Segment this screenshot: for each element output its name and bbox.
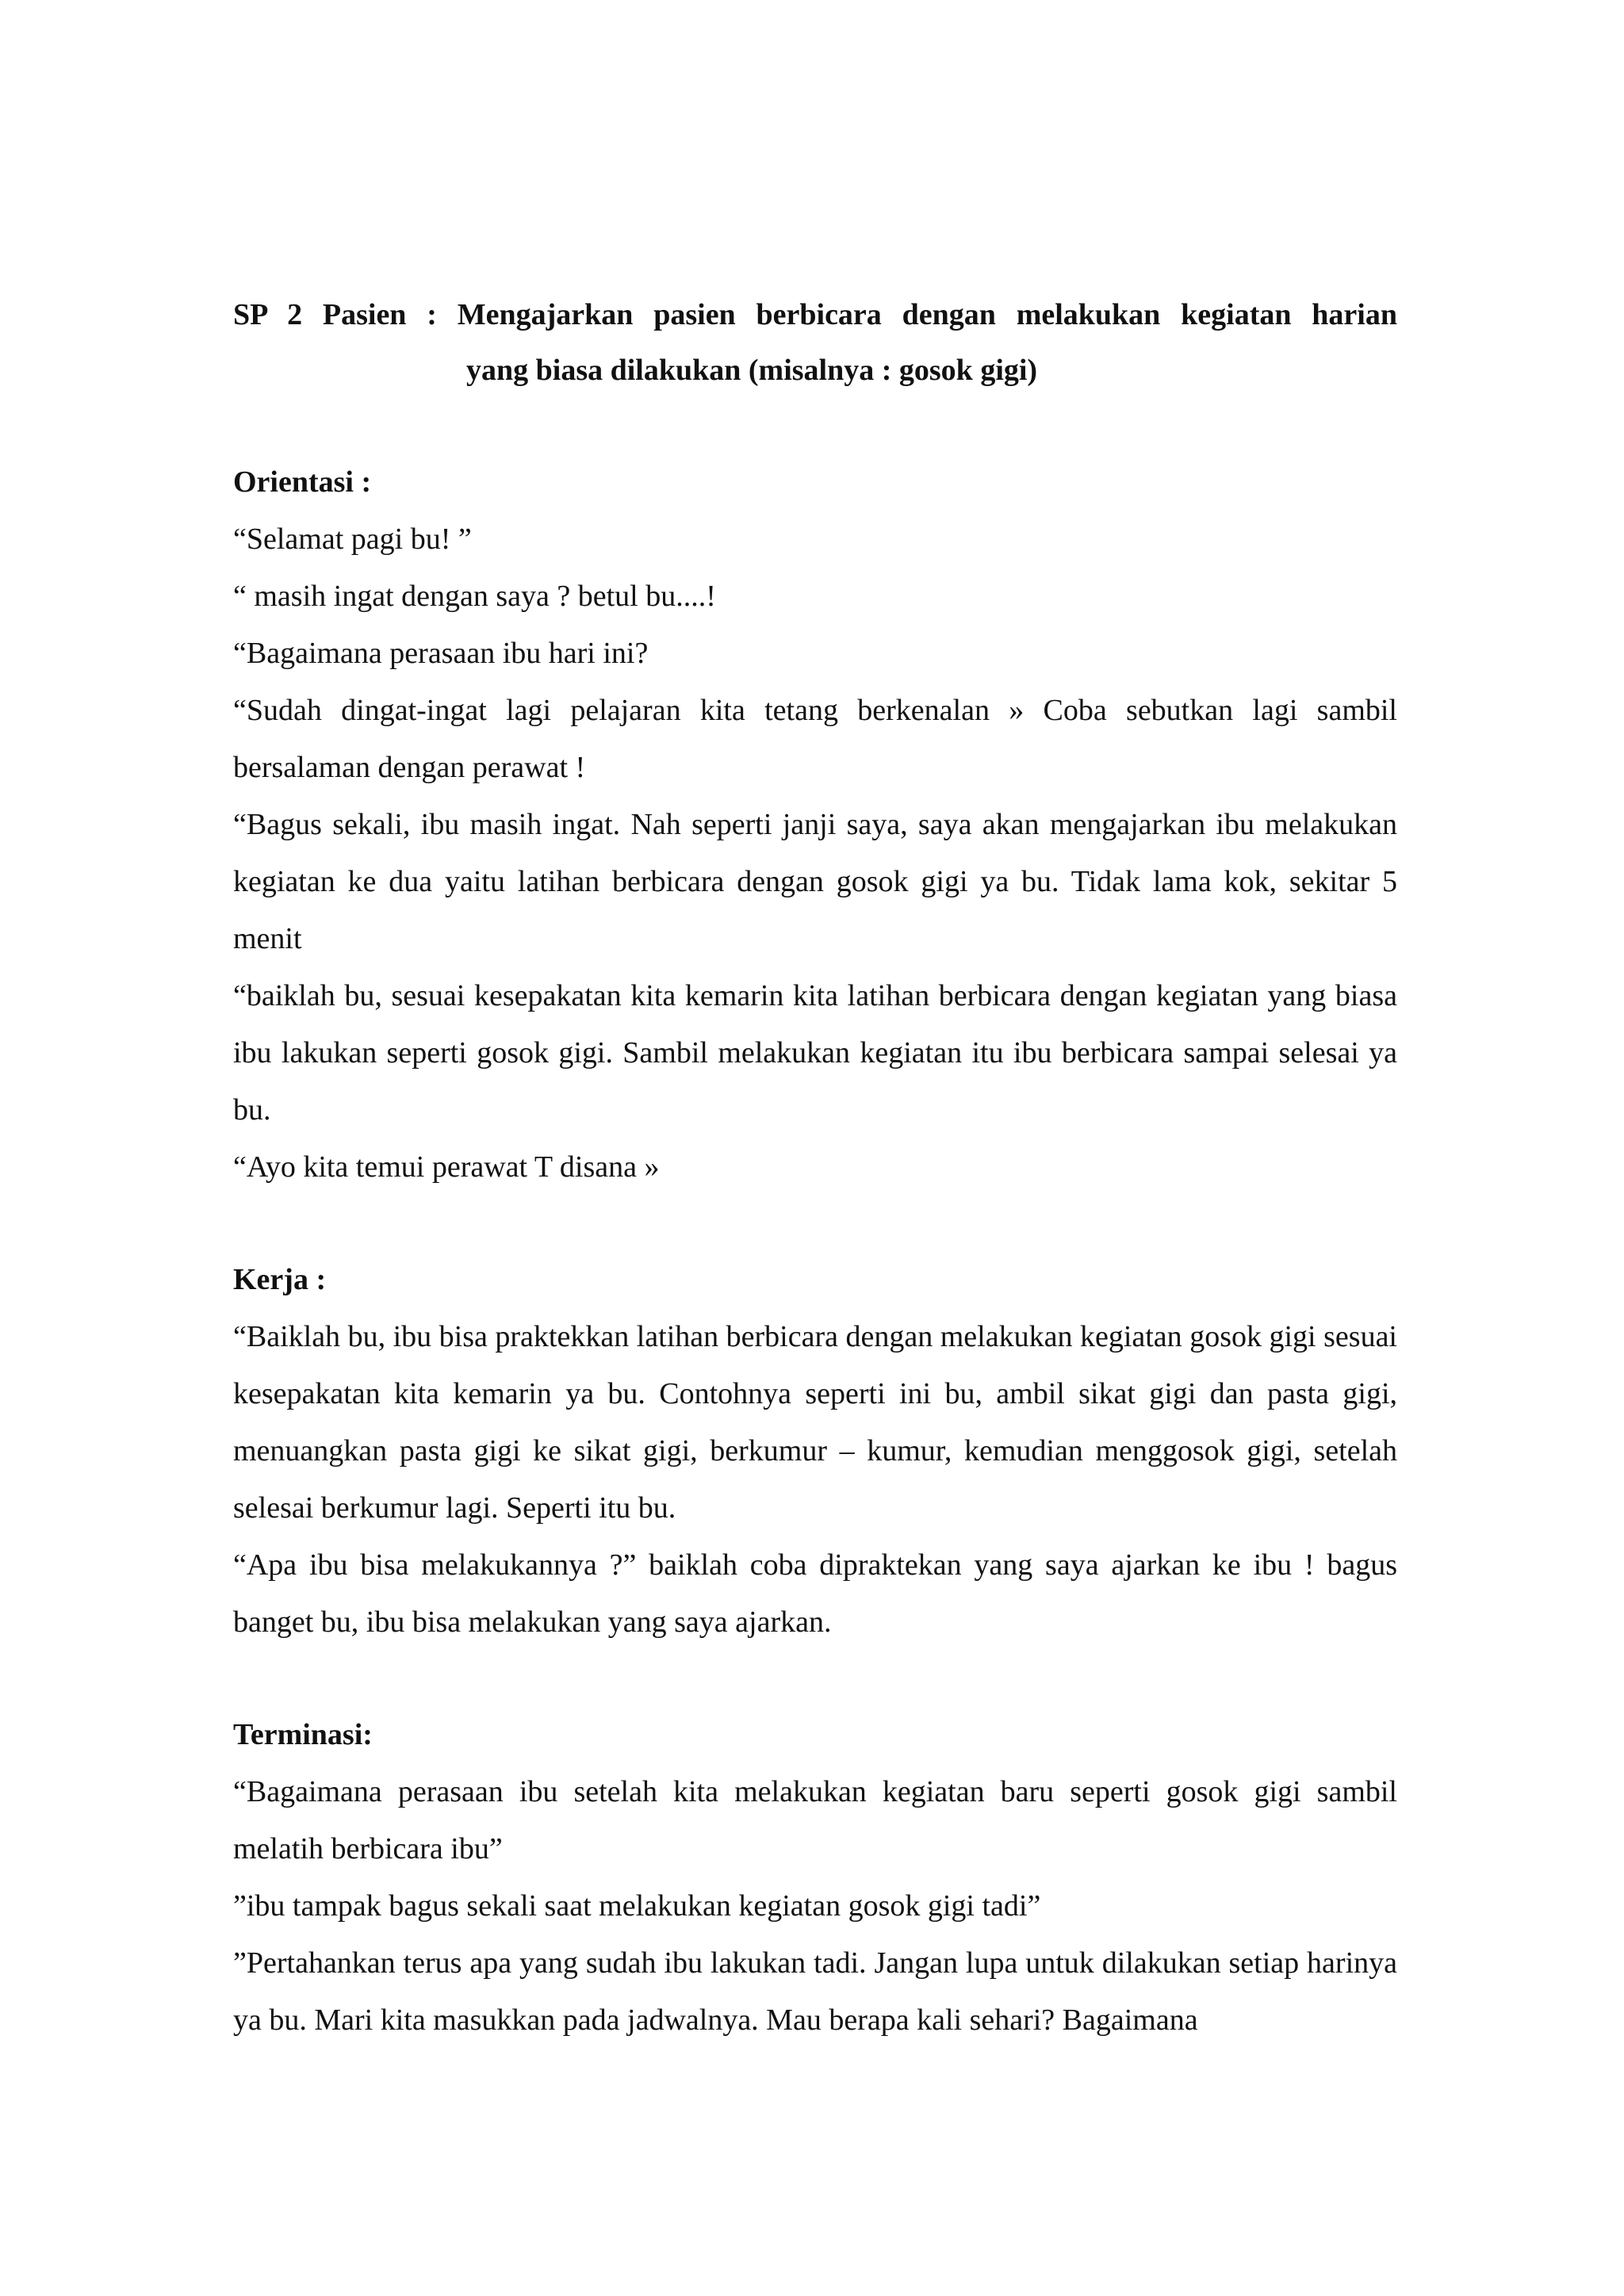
orientasi-paragraph: “Bagaimana perasaan ibu hari ini? [233,637,649,670]
section-heading-kerja: Kerja : [233,1263,327,1296]
section-heading-terminasi: Terminasi: [233,1718,373,1751]
section-kerja [233,1251,1397,1651]
terminasi-paragraph: ”ibu tampak bagus sekali saat melakukan kegiatan gosok gigi tadi” [233,1889,1041,1923]
orientasi-paragraph: “baiklah bu, sesuai kesepakatan kita kemarin kita latihan berbicara dengan kegiatan yang biasa ibu lakukan seperti gosok gigi. Sambil melakukan kegiatan itu ibu berbicara sampai selesai ya bu. [233,979,1397,1127]
section-heading-orientasi: Orientasi : [233,465,372,499]
orientasi-paragraph: “Bagus sekali, ibu masih ingat. Nah seperti janji saya, saya akan mengajarkan ibu melakukan kegiatan ke dua yaitu latihan berbicara dengan gosok gigi ya bu. Tidak lama kok, sekitar 5 menit [233,808,1397,955]
orientasi-paragraph: “ masih ingat dengan saya ? betul bu....! [233,580,716,613]
terminasi-paragraph: ”Pertahankan terus apa yang sudah ibu lakukan tadi. Jangan lupa untuk dilakukan setiap harinya ya bu. Mari kita masukkan pada jadwalnya. Mau berapa kali sehari? Bagaimana [233,1946,1397,2037]
terminasi-paragraph: “Bagaimana perasaan ibu setelah kita melakukan kegiatan baru seperti gosok gigi sambil melatih berbicara ibu” [233,1775,1397,1866]
document-title-line-1: SP 2 Pasien : Mengajarkan pasien berbicara dengan melakukan kegiatan harian [233,298,1397,331]
orientasi-paragraph: “Ayo kita temui perawat T disana » [233,1150,660,1184]
orientasi-paragraph: “Selamat pagi bu! ” [233,522,472,556]
kerja-paragraph: “Apa ibu bisa melakukannya ?” baiklah coba dipraktekan yang saya ajarkan ke ibu ! bagus banget bu, ibu bisa melakukan yang saya ajarkan. [233,1548,1397,1639]
section-terminasi [233,1706,1397,2049]
section-orientasi [233,453,1397,1196]
orientasi-paragraph: “Sudah dingat-ingat lagi pelajaran kita tetang berkenalan » Coba sebutkan lagi sambil bersalaman dengan perawat ! [233,694,1397,784]
document-body [233,287,1397,2049]
document-title-line-2: yang biasa dilakukan (misalnya : gosok gigi) [466,354,1038,387]
kerja-paragraph: “Baiklah bu, ibu bisa praktekkan latihan berbicara dengan melakukan kegiatan gosok gigi sesuai kesepakatan kita kemarin ya bu. Contohnya seperti ini bu, ambil sikat gigi dan pasta gigi, menuangkan pasta gigi ke sikat gigi, berkumur – kumur, kemudian menggosok gigi, setelah selesai berkumur lagi. Seperti itu bu. [233,1320,1397,1525]
